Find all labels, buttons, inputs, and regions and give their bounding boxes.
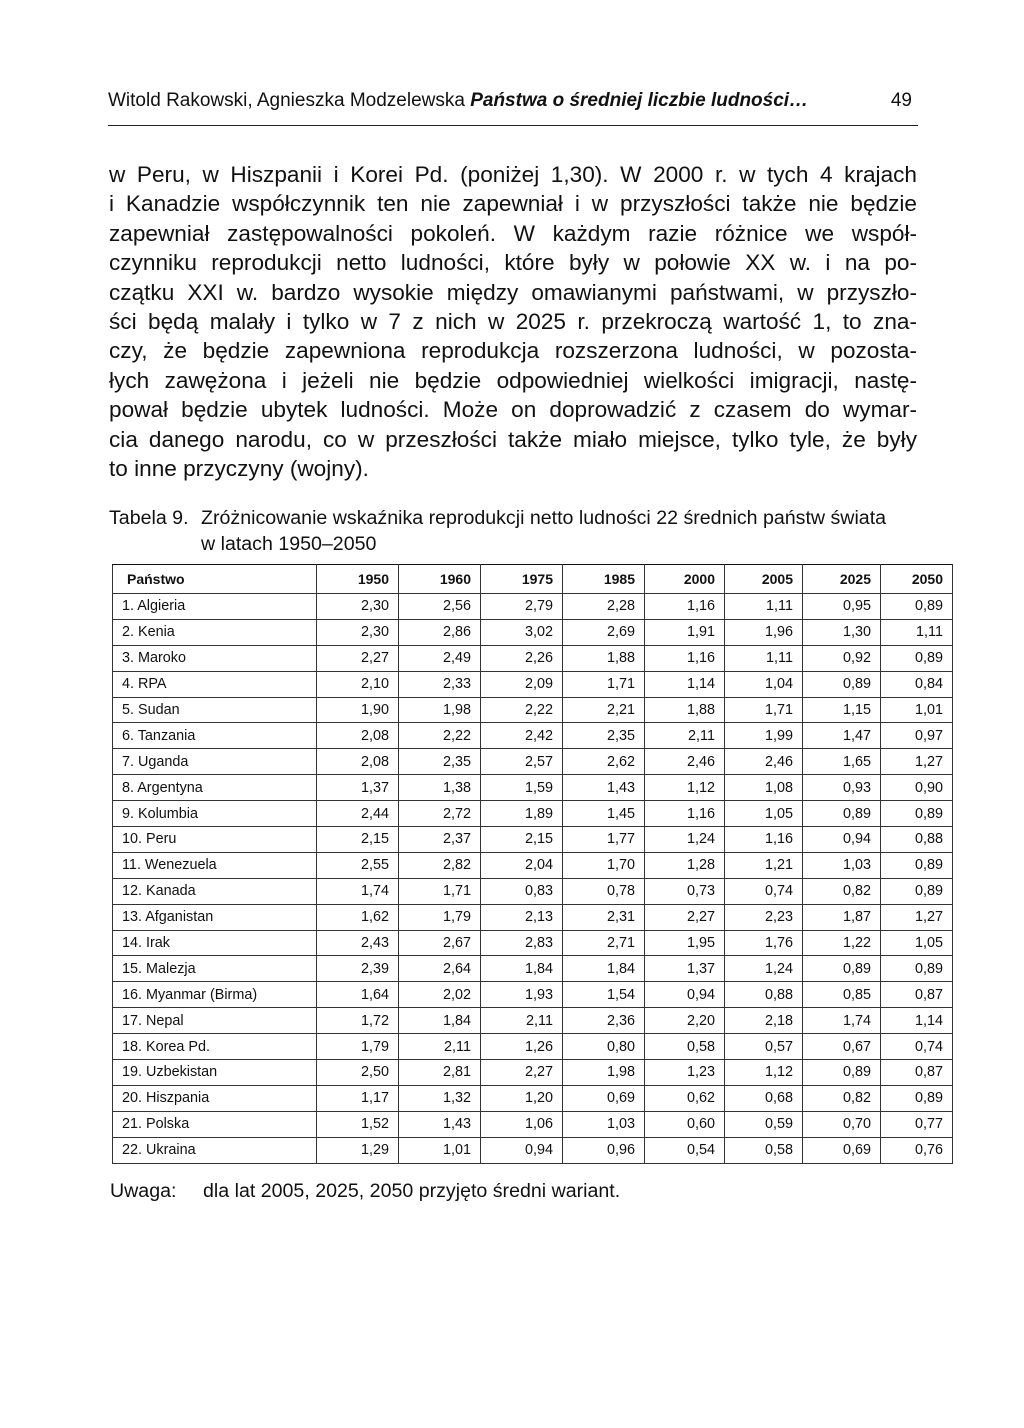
- year-column-header: 2000: [645, 565, 725, 594]
- value-cell: 1,14: [645, 671, 725, 697]
- value-cell: 2,27: [645, 904, 725, 930]
- value-cell: 2,22: [481, 697, 563, 723]
- value-cell: 2,27: [481, 1060, 563, 1086]
- body-line: i Kanadzie współczynnik ten nie zapewniał i w przyszłości także nie będzie: [109, 191, 917, 217]
- table-row: [113, 645, 953, 671]
- body-line: w Peru, w Hiszpanii i Korei Pd. (poniżej 1,30). W 2000 r. w tych 4 krajach: [109, 162, 917, 187]
- value-cell: 2,67: [399, 930, 481, 956]
- value-cell: 2,83: [481, 930, 563, 956]
- body-line: zapewniał zastępowalności pokoleń. W każdym razie różnice we współ-: [109, 220, 917, 246]
- value-cell: 0,70: [803, 1111, 881, 1137]
- value-cell: 2,26: [481, 645, 563, 671]
- country-cell: 17. Nepal: [113, 1008, 317, 1034]
- value-cell: 1,88: [645, 697, 725, 723]
- value-cell: 2,64: [399, 956, 481, 982]
- value-cell: 1,76: [725, 930, 803, 956]
- value-cell: 1,21: [725, 852, 803, 878]
- value-cell: 1,84: [563, 956, 645, 982]
- table-row: [113, 1008, 953, 1034]
- value-cell: 3,02: [481, 619, 563, 645]
- header-rule: [108, 125, 918, 126]
- value-cell: 0,74: [725, 878, 803, 904]
- body-line: ści będą malały i tylko w 7 z nich w 2025 r. przekroczą wartość 1, to zna-: [109, 309, 917, 335]
- value-cell: 1,24: [645, 827, 725, 853]
- country-cell: 10. Peru: [113, 827, 317, 853]
- table-row: [113, 1034, 953, 1060]
- value-cell: 0,87: [881, 982, 953, 1008]
- value-cell: 1,22: [803, 930, 881, 956]
- value-cell: 2,28: [563, 594, 645, 620]
- table-row: [113, 904, 953, 930]
- value-cell: 2,43: [317, 930, 399, 956]
- value-cell: 1,16: [645, 801, 725, 827]
- table-row: [113, 749, 953, 775]
- table-row: [113, 723, 953, 749]
- value-cell: 1,03: [563, 1111, 645, 1137]
- value-cell: 1,84: [399, 1008, 481, 1034]
- year-column-header: 1960: [399, 565, 481, 594]
- value-cell: 1,89: [481, 801, 563, 827]
- value-cell: 1,95: [645, 930, 725, 956]
- value-cell: 0,89: [803, 1060, 881, 1086]
- value-cell: 0,85: [803, 982, 881, 1008]
- value-cell: 1,12: [645, 775, 725, 801]
- year-column-header: 2005: [725, 565, 803, 594]
- country-cell: 5. Sudan: [113, 697, 317, 723]
- table-row: [113, 1060, 953, 1086]
- value-cell: 0,68: [725, 1085, 803, 1111]
- value-cell: 2,33: [399, 671, 481, 697]
- country-cell: 19. Uzbekistan: [113, 1060, 317, 1086]
- value-cell: 1,79: [317, 1034, 399, 1060]
- value-cell: 1,64: [317, 982, 399, 1008]
- value-cell: 2,22: [399, 723, 481, 749]
- value-cell: 2,09: [481, 671, 563, 697]
- table-row: [113, 1137, 953, 1163]
- value-cell: 0,58: [725, 1137, 803, 1163]
- value-cell: 2,11: [645, 723, 725, 749]
- value-cell: 1,14: [881, 1008, 953, 1034]
- value-cell: 1,43: [399, 1111, 481, 1137]
- value-cell: 0,83: [481, 878, 563, 904]
- value-cell: 1,05: [725, 801, 803, 827]
- country-cell: 7. Uganda: [113, 749, 317, 775]
- table-row: [113, 801, 953, 827]
- value-cell: 2,11: [481, 1008, 563, 1034]
- value-cell: 1,99: [725, 723, 803, 749]
- value-cell: 0,88: [881, 827, 953, 853]
- caption-line-1: Zróżnicowanie wskaźnika reprodukcji netto ludności 22 średnich państw świata: [201, 507, 887, 529]
- table-row: [113, 852, 953, 878]
- value-cell: 2,27: [317, 645, 399, 671]
- note-text: dla lat 2005, 2025, 2050 przyjęto średni wariant.: [203, 1180, 621, 1202]
- value-cell: 0,84: [881, 671, 953, 697]
- table-header-row: [113, 565, 953, 594]
- value-cell: 1,17: [317, 1085, 399, 1111]
- value-cell: 0,80: [563, 1034, 645, 1060]
- value-cell: 2,62: [563, 749, 645, 775]
- year-column-header: 1975: [481, 565, 563, 594]
- country-column-header: Państwo: [113, 565, 317, 594]
- value-cell: 1,71: [399, 878, 481, 904]
- value-cell: 0,62: [645, 1085, 725, 1111]
- value-cell: 0,73: [645, 878, 725, 904]
- value-cell: 0,89: [803, 671, 881, 697]
- body-line: czy, że będzie zapewniona reprodukcja rozszerzona ludności, w pozosta-: [109, 338, 917, 364]
- value-cell: 1,37: [645, 956, 725, 982]
- value-cell: 2,46: [725, 749, 803, 775]
- value-cell: 2,72: [399, 801, 481, 827]
- table-row: [113, 594, 953, 620]
- value-cell: 0,76: [881, 1137, 953, 1163]
- value-cell: 2,18: [725, 1008, 803, 1034]
- value-cell: 1,11: [725, 594, 803, 620]
- value-cell: 2,21: [563, 697, 645, 723]
- year-column-header: 2025: [803, 565, 881, 594]
- value-cell: 2,71: [563, 930, 645, 956]
- country-cell: 4. RPA: [113, 671, 317, 697]
- country-cell: 22. Ukraina: [113, 1137, 317, 1163]
- value-cell: 2,82: [399, 852, 481, 878]
- value-cell: 0,95: [803, 594, 881, 620]
- value-cell: 1,59: [481, 775, 563, 801]
- table-row: [113, 775, 953, 801]
- body-line: czątku XXI w. bardzo wysokie między omawianymi państwami, w przyszło-: [109, 279, 917, 305]
- value-cell: 1,54: [563, 982, 645, 1008]
- value-cell: 1,62: [317, 904, 399, 930]
- value-cell: 2,42: [481, 723, 563, 749]
- value-cell: 0,58: [645, 1034, 725, 1060]
- value-cell: 2,10: [317, 671, 399, 697]
- body-paragraph: [109, 160, 917, 483]
- value-cell: 1,38: [399, 775, 481, 801]
- table-row: [113, 930, 953, 956]
- value-cell: 0,54: [645, 1137, 725, 1163]
- value-cell: 1,88: [563, 645, 645, 671]
- value-cell: 1,70: [563, 852, 645, 878]
- value-cell: 2,55: [317, 852, 399, 878]
- value-cell: 1,24: [725, 956, 803, 982]
- value-cell: 0,89: [881, 956, 953, 982]
- value-cell: 1,01: [399, 1137, 481, 1163]
- value-cell: 2,86: [399, 619, 481, 645]
- country-cell: 21. Polska: [113, 1111, 317, 1137]
- country-cell: 18. Korea Pd.: [113, 1034, 317, 1060]
- value-cell: 2,36: [563, 1008, 645, 1034]
- value-cell: 0,89: [881, 801, 953, 827]
- value-cell: 2,31: [563, 904, 645, 930]
- value-cell: 0,93: [803, 775, 881, 801]
- value-cell: 0,89: [881, 594, 953, 620]
- value-cell: 0,92: [803, 645, 881, 671]
- value-cell: 1,26: [481, 1034, 563, 1060]
- value-cell: 1,98: [399, 697, 481, 723]
- value-cell: 2,02: [399, 982, 481, 1008]
- table-row: [113, 671, 953, 697]
- country-cell: 6. Tanzania: [113, 723, 317, 749]
- value-cell: 1,37: [317, 775, 399, 801]
- value-cell: 2,44: [317, 801, 399, 827]
- value-cell: 1,87: [803, 904, 881, 930]
- value-cell: 1,15: [803, 697, 881, 723]
- value-cell: 0,89: [881, 878, 953, 904]
- value-cell: 2,57: [481, 749, 563, 775]
- value-cell: 0,94: [645, 982, 725, 1008]
- country-cell: 20. Hiszpania: [113, 1085, 317, 1111]
- table-note: [110, 1178, 930, 1204]
- value-cell: 1,16: [725, 827, 803, 853]
- value-cell: 0,60: [645, 1111, 725, 1137]
- page-number: 49: [890, 90, 912, 111]
- value-cell: 1,08: [725, 775, 803, 801]
- value-cell: 0,89: [881, 1085, 953, 1111]
- value-cell: 1,43: [563, 775, 645, 801]
- value-cell: 1,79: [399, 904, 481, 930]
- value-cell: 1,03: [803, 852, 881, 878]
- value-cell: 2,23: [725, 904, 803, 930]
- value-cell: 0,78: [563, 878, 645, 904]
- caption-label: Tabela 9.: [109, 507, 189, 529]
- running-header: [108, 88, 916, 114]
- table-row: [113, 619, 953, 645]
- value-cell: 2,30: [317, 594, 399, 620]
- caption-line-2: w latach 1950–2050: [201, 533, 377, 555]
- value-cell: 1,06: [481, 1111, 563, 1137]
- value-cell: 1,20: [481, 1085, 563, 1111]
- header-authors: Witold Rakowski, Agnieszka Modzelewska: [108, 90, 465, 111]
- country-cell: 8. Argentyna: [113, 775, 317, 801]
- value-cell: 2,56: [399, 594, 481, 620]
- value-cell: 1,12: [725, 1060, 803, 1086]
- value-cell: 0,97: [881, 723, 953, 749]
- value-cell: 0,96: [563, 1137, 645, 1163]
- value-cell: 1,47: [803, 723, 881, 749]
- value-cell: 1,84: [481, 956, 563, 982]
- country-cell: 16. Myanmar (Birma): [113, 982, 317, 1008]
- value-cell: 1,05: [881, 930, 953, 956]
- value-cell: 0,69: [803, 1137, 881, 1163]
- country-cell: 13. Afganistan: [113, 904, 317, 930]
- country-cell: 15. Malezja: [113, 956, 317, 982]
- value-cell: 1,27: [881, 904, 953, 930]
- value-cell: 0,82: [803, 1085, 881, 1111]
- value-cell: 1,93: [481, 982, 563, 1008]
- country-cell: 1. Algieria: [113, 594, 317, 620]
- value-cell: 2,69: [563, 619, 645, 645]
- value-cell: 1,74: [803, 1008, 881, 1034]
- value-cell: 1,91: [645, 619, 725, 645]
- value-cell: 0,74: [881, 1034, 953, 1060]
- body-line: cia danego narodu, co w przeszłości także miało miejsce, tylko tyle, że były: [109, 426, 917, 452]
- value-cell: 2,81: [399, 1060, 481, 1086]
- table-row: [113, 1111, 953, 1137]
- value-cell: 1,11: [725, 645, 803, 671]
- year-column-header: 1985: [563, 565, 645, 594]
- value-cell: 0,57: [725, 1034, 803, 1060]
- value-cell: 1,72: [317, 1008, 399, 1034]
- year-column-header: 2050: [881, 565, 953, 594]
- table-row: [113, 697, 953, 723]
- value-cell: 1,74: [317, 878, 399, 904]
- value-cell: 1,16: [645, 594, 725, 620]
- country-cell: 11. Wenezuela: [113, 852, 317, 878]
- body-line: pował będzie ubytek ludności. Może on doprowadzić z czasem do wymar-: [109, 397, 917, 423]
- value-cell: 1,52: [317, 1111, 399, 1137]
- value-cell: 1,30: [803, 619, 881, 645]
- value-cell: 1,28: [645, 852, 725, 878]
- value-cell: 2,15: [481, 827, 563, 853]
- reproduction-rate-table: [112, 564, 953, 1164]
- country-cell: 9. Kolumbia: [113, 801, 317, 827]
- value-cell: 1,04: [725, 671, 803, 697]
- value-cell: 1,01: [881, 697, 953, 723]
- note-label: Uwaga:: [110, 1180, 177, 1202]
- value-cell: 2,39: [317, 956, 399, 982]
- value-cell: 1,96: [725, 619, 803, 645]
- value-cell: 1,16: [645, 645, 725, 671]
- country-cell: 12. Kanada: [113, 878, 317, 904]
- value-cell: 2,08: [317, 749, 399, 775]
- value-cell: 2,49: [399, 645, 481, 671]
- value-cell: 1,27: [881, 749, 953, 775]
- table-row: [113, 982, 953, 1008]
- table-caption: [109, 505, 921, 557]
- year-column-header: 1950: [317, 565, 399, 594]
- value-cell: 2,35: [399, 749, 481, 775]
- value-cell: 2,79: [481, 594, 563, 620]
- value-cell: 2,20: [645, 1008, 725, 1034]
- value-cell: 2,15: [317, 827, 399, 853]
- value-cell: 2,46: [645, 749, 725, 775]
- table-row: [113, 878, 953, 904]
- value-cell: 2,08: [317, 723, 399, 749]
- value-cell: 2,37: [399, 827, 481, 853]
- value-cell: 1,11: [881, 619, 953, 645]
- value-cell: 1,23: [645, 1060, 725, 1086]
- value-cell: 0,67: [803, 1034, 881, 1060]
- table-row: [113, 956, 953, 982]
- value-cell: 0,89: [881, 645, 953, 671]
- value-cell: 2,30: [317, 619, 399, 645]
- body-line: czynniku reprodukcji netto ludności, które były w połowie XX w. i na po-: [109, 250, 917, 276]
- value-cell: 0,89: [881, 852, 953, 878]
- country-cell: 3. Maroko: [113, 645, 317, 671]
- table-row: [113, 1085, 953, 1111]
- header-title: Państwa o średniej liczbie ludności…: [470, 90, 809, 111]
- table-row: [113, 827, 953, 853]
- value-cell: 1,71: [725, 697, 803, 723]
- value-cell: 1,90: [317, 697, 399, 723]
- value-cell: 0,77: [881, 1111, 953, 1137]
- value-cell: 1,29: [317, 1137, 399, 1163]
- value-cell: 0,87: [881, 1060, 953, 1086]
- value-cell: 0,94: [481, 1137, 563, 1163]
- value-cell: 2,35: [563, 723, 645, 749]
- value-cell: 0,88: [725, 982, 803, 1008]
- value-cell: 2,04: [481, 852, 563, 878]
- value-cell: 2,13: [481, 904, 563, 930]
- body-line: to inne przyczyny (wojny).: [109, 456, 369, 482]
- value-cell: 0,89: [803, 801, 881, 827]
- value-cell: 2,11: [399, 1034, 481, 1060]
- value-cell: 0,69: [563, 1085, 645, 1111]
- value-cell: 1,98: [563, 1060, 645, 1086]
- body-line: łych zawężona i jeżeli nie będzie odpowiedniej wielkości imigracji, nastę-: [109, 367, 917, 393]
- value-cell: 0,89: [803, 956, 881, 982]
- value-cell: 0,94: [803, 827, 881, 853]
- country-cell: 14. Irak: [113, 930, 317, 956]
- value-cell: 2,50: [317, 1060, 399, 1086]
- value-cell: 1,45: [563, 801, 645, 827]
- value-cell: 1,65: [803, 749, 881, 775]
- value-cell: 1,77: [563, 827, 645, 853]
- value-cell: 0,59: [725, 1111, 803, 1137]
- value-cell: 1,71: [563, 671, 645, 697]
- value-cell: 0,82: [803, 878, 881, 904]
- value-cell: 0,90: [881, 775, 953, 801]
- value-cell: 1,32: [399, 1085, 481, 1111]
- country-cell: 2. Kenia: [113, 619, 317, 645]
